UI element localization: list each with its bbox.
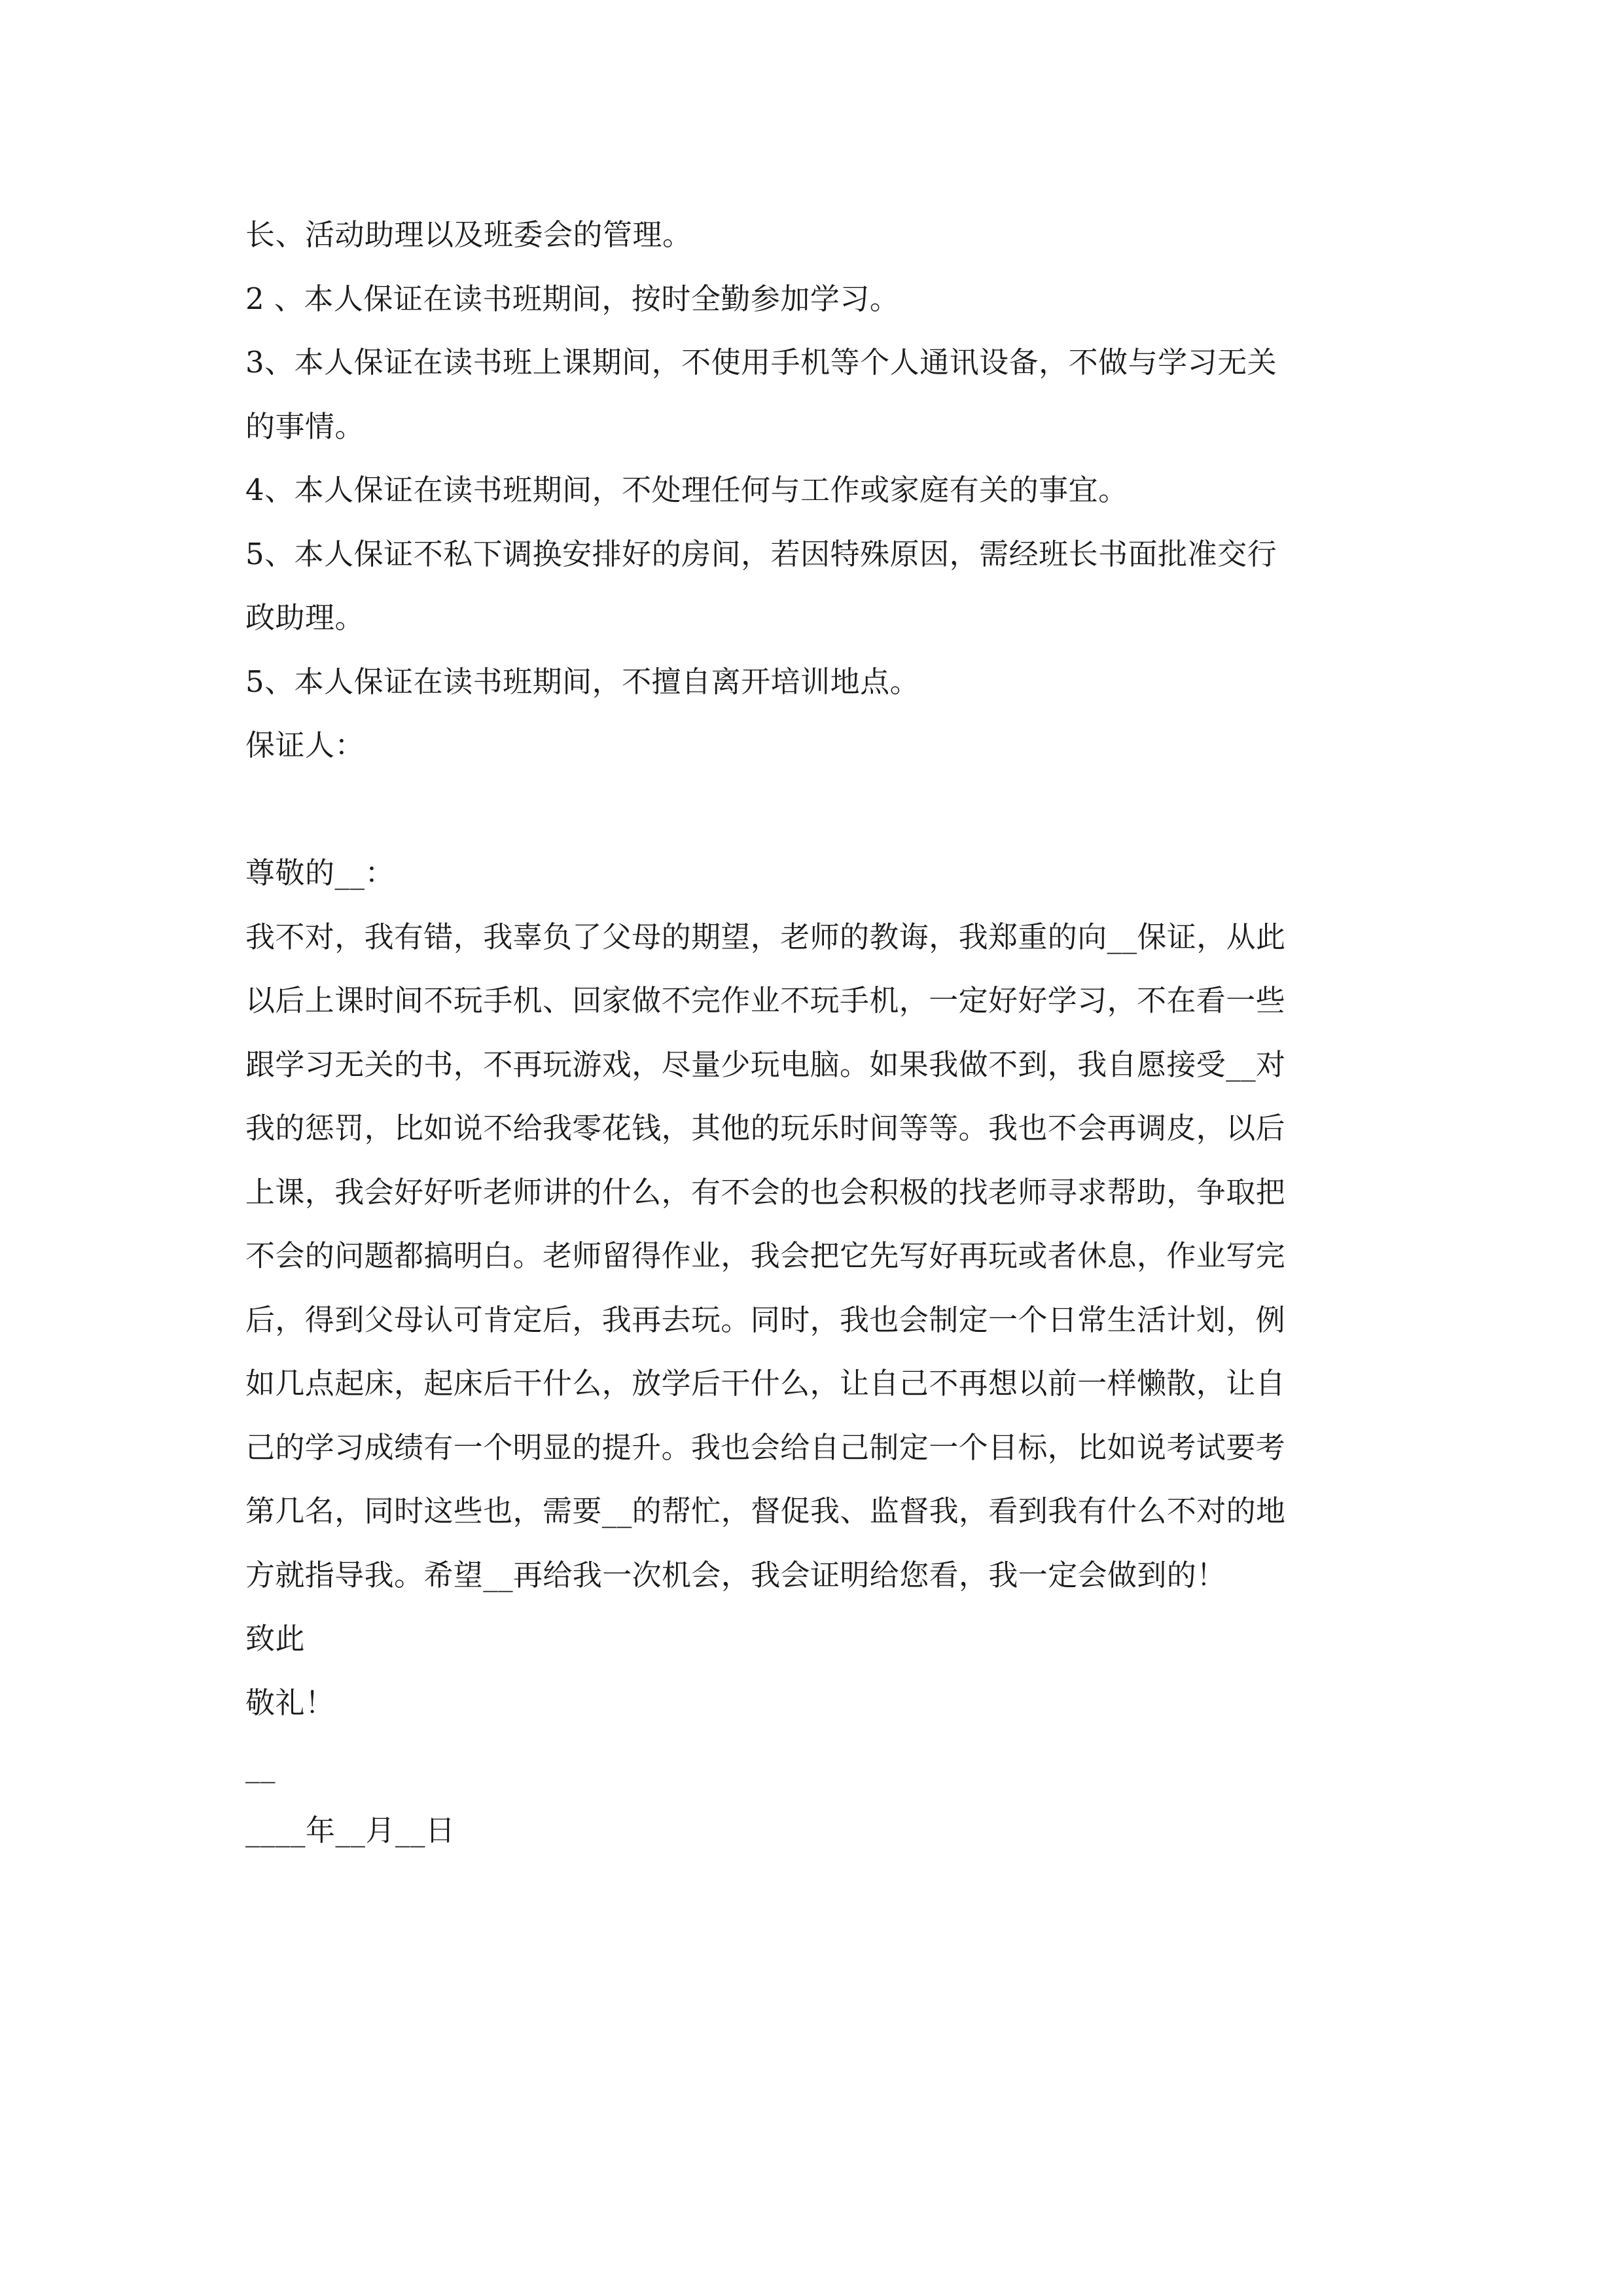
letter-body-line: 己的学习成绩有一个明显的提升。我也会给自己制定一个目标，比如说考试要考 [245,1429,1286,1465]
pledge-line: 5、本人保证不私下调换安排好的房间，若因特殊原因，需经班长书面批准交行 [245,536,1277,571]
letter-body-line: 跟学习无关的书，不再玩游戏，尽量少玩电脑。如果我做不到，我自愿接受__对 [245,1047,1286,1082]
letter-section [245,841,1384,1862]
section-gap [245,778,1384,842]
letter-body-line: 不会的问题都搞明白。老师留得作业，我会把它先写好再玩或者休息，作业写完 [245,1238,1286,1273]
letter-signature: __ [245,1749,276,1784]
letter-salutation: 尊敬的__： [245,855,395,890]
letter-closing-2: 敬礼！ [245,1685,335,1720]
letter-body-line: 以后上课时间不玩手机、回家做不完作业不玩手机，一定好好学习，不在看一些 [245,983,1286,1018]
document-content [245,203,1384,1862]
pledge-line: 政助理。 [245,600,365,635]
letter-body-line: 后，得到父母认可肯定后，我再去玩。同时，我也会制定一个日常生活计划，例 [245,1302,1286,1337]
letter-body [245,905,1384,1607]
letter-body-line: 第几名，同时这些也，需要__的帮忙，督促我、监督我，看到我有什么不对的地 [245,1494,1286,1528]
pledge-line: 3、本人保证在读书班上课期间，不使用手机等个人通讯设备，不做与学习无关 [245,345,1277,380]
letter-body-line: 方就指导我。希望__再给我一次机会，我会证明给您看，我一定会做到的！ [245,1557,1226,1592]
pledge-line: 5、本人保证在读书班期间，不擅自离开培训地点。 [245,664,920,699]
letter-closing-1: 致此 [245,1621,306,1656]
letter-body-line: 上课，我会好好听老师讲的什么，有不会的也会积极的找老师寻求帮助，争取把 [245,1174,1286,1210]
guarantor-label: 保证人： [245,728,365,762]
letter-body-line: 我不对，我有错，我辜负了父母的期望，老师的教诲，我郑重的向__保证，从此 [245,919,1286,954]
pledge-line: 长、活动助理以及班委会的管理。 [245,217,692,252]
pledge-line: 4、本人保证在读书班期间，不处理任何与工作或家庭有关的事宜。 [245,473,1128,507]
pledge-line: 2 、本人保证在读书班期间，按时全勤参加学习。 [245,281,900,316]
letter-date: ____年__月__日 [245,1812,455,1848]
pledge-section [245,203,1384,778]
pledge-line: 的事情。 [245,408,365,444]
letter-body-line: 我的惩罚，比如说不给我零花钱，其他的玩乐时间等等。我也不会再调皮，以后 [245,1111,1286,1145]
letter-body-line: 如几点起床，起床后干什么，放学后干什么，让自己不再想以前一样懒散，让自 [245,1366,1286,1401]
